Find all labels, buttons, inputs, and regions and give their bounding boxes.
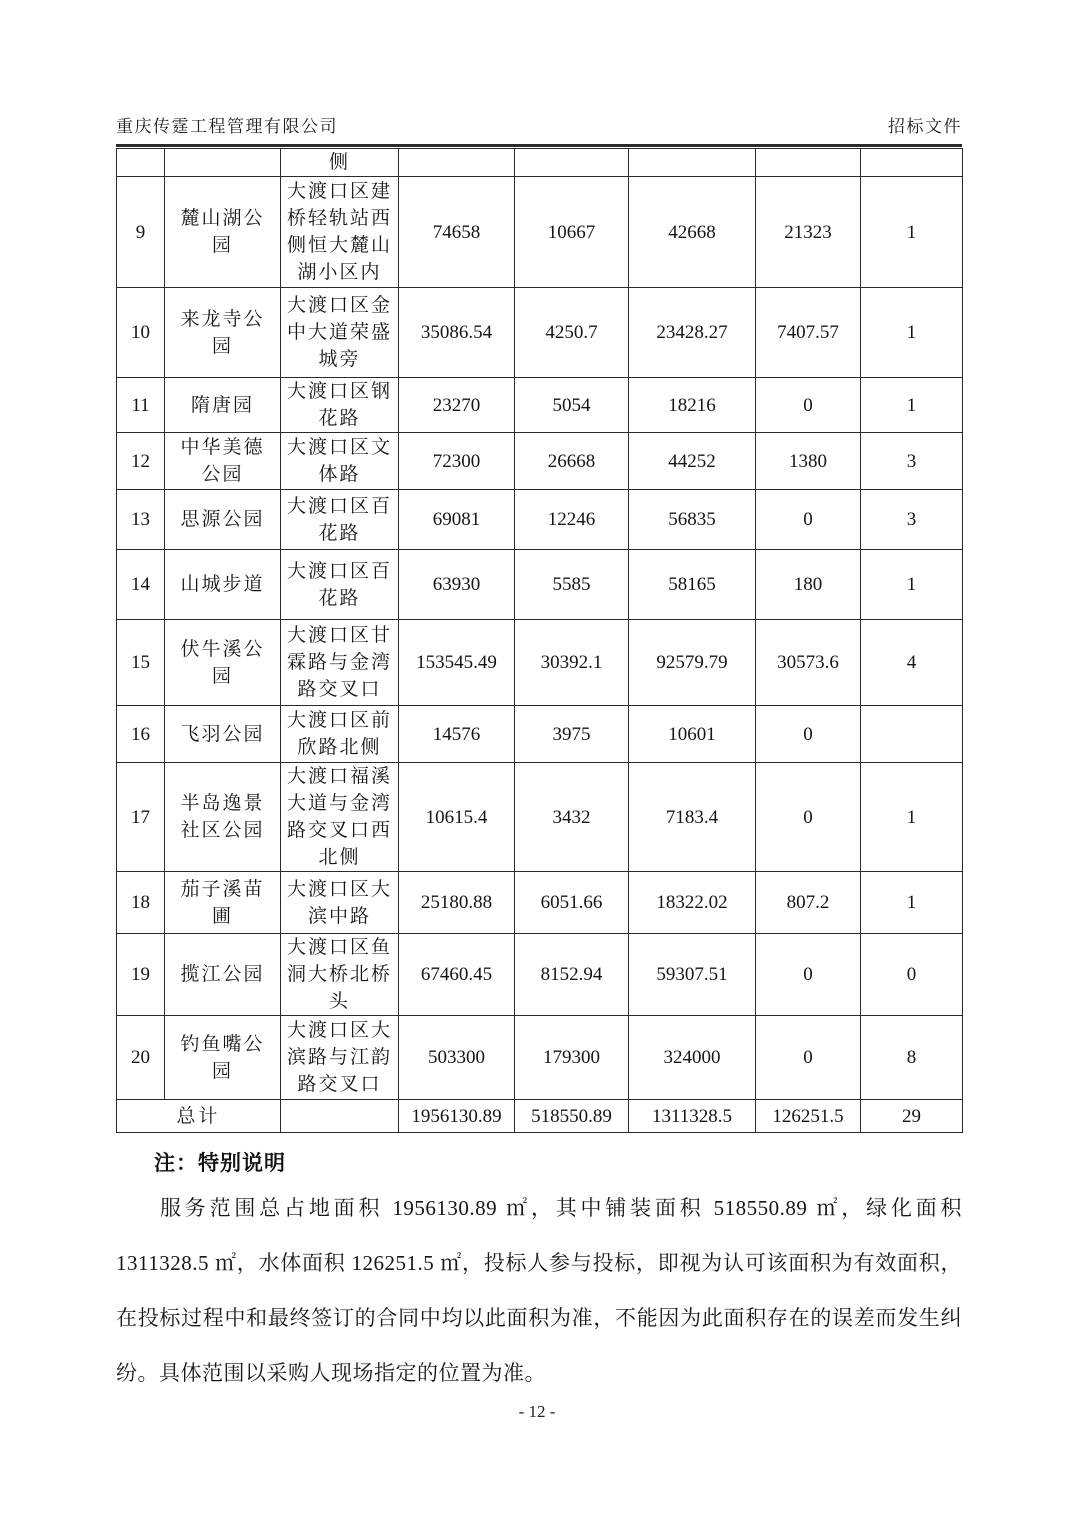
table-row-10 bbox=[117, 288, 963, 378]
cell-name: 来龙寺公园 bbox=[165, 288, 281, 378]
total-water-cell: 126251.5 bbox=[756, 1100, 861, 1133]
cell-count: 0 bbox=[861, 934, 963, 1016]
cell-water-area: 0 bbox=[756, 490, 861, 550]
cell-paved-area: 5585 bbox=[515, 550, 629, 620]
cell-no-empty bbox=[117, 149, 165, 177]
cell-water-area: 807.2 bbox=[756, 872, 861, 934]
cell-name: 隋唐园 bbox=[165, 378, 281, 433]
cell-no: 11 bbox=[117, 378, 165, 433]
cell-green-area: 324000 bbox=[629, 1016, 756, 1100]
cell-count: 8 bbox=[861, 1016, 963, 1100]
cell-water-area: 0 bbox=[756, 1016, 861, 1100]
cell-name: 中华美德公园 bbox=[165, 433, 281, 490]
cell-green-area: 18322.02 bbox=[629, 872, 756, 934]
cell-name: 思源公园 bbox=[165, 490, 281, 550]
cell-paved-area: 10667 bbox=[515, 177, 629, 288]
total-location-cell bbox=[281, 1100, 399, 1133]
cell-name: 钓鱼嘴公园 bbox=[165, 1016, 281, 1100]
cell-count bbox=[861, 706, 963, 763]
cell-green-area: 42668 bbox=[629, 177, 756, 288]
table-row-13 bbox=[117, 490, 963, 550]
cell-location-fragment bbox=[281, 149, 399, 177]
cell-no: 10 bbox=[117, 288, 165, 378]
cell-total-area: 25180.88 bbox=[399, 872, 515, 934]
cell-green-area: 10601 bbox=[629, 706, 756, 763]
cell-no: 17 bbox=[117, 763, 165, 872]
table-row-19 bbox=[117, 934, 963, 1016]
cell-count: 1 bbox=[861, 550, 963, 620]
cell-name: 伏牛溪公园 bbox=[165, 620, 281, 706]
table-row-11 bbox=[117, 378, 963, 433]
cell-paved-area: 3432 bbox=[515, 763, 629, 872]
cell-paved-area-empty bbox=[515, 149, 629, 177]
header-rule bbox=[116, 144, 962, 147]
cell-count: 4 bbox=[861, 620, 963, 706]
page-header bbox=[116, 0, 962, 137]
cell-water-area-empty bbox=[756, 149, 861, 177]
cell-paved-area: 5054 bbox=[515, 378, 629, 433]
cell-count: 1 bbox=[861, 872, 963, 934]
cell-water-area: 0 bbox=[756, 934, 861, 1016]
note-paragraph: 服务范围总占地面积 1956130.89 ㎡，其中铺装面积 518550.89 ㎡，绿化面积 1311328.5 ㎡，水体面积 126251.5 ㎡，投标人参与投标，即视为认可该面积为有效面积，在投标过程中和最终签订的合同中均以此面积为准，不能因为此面积存在的误差而发生纠纷。具体范围以采购人现场指定的位置为准。 bbox=[116, 1196, 962, 1385]
table-row-9 bbox=[117, 177, 963, 288]
table-row-14 bbox=[117, 550, 963, 620]
cell-green-area: 44252 bbox=[629, 433, 756, 490]
cell-no: 19 bbox=[117, 934, 165, 1016]
cell-count: 3 bbox=[861, 433, 963, 490]
cell-location: 大渡口区钢花路 bbox=[281, 378, 399, 433]
cell-total-area: 503300 bbox=[399, 1016, 515, 1100]
table-row-17 bbox=[117, 763, 963, 872]
cell-paved-area: 179300 bbox=[515, 1016, 629, 1100]
parks-table bbox=[116, 148, 963, 1133]
location-fragment-text: 侧 bbox=[328, 152, 350, 173]
cell-water-area: 180 bbox=[756, 550, 861, 620]
cell-count: 1 bbox=[861, 763, 963, 872]
cell-name: 山城步道 bbox=[165, 550, 281, 620]
cell-green-area: 59307.51 bbox=[629, 934, 756, 1016]
cell-total-area-empty bbox=[399, 149, 515, 177]
cell-no: 15 bbox=[117, 620, 165, 706]
note-title: 注：特别说明 bbox=[154, 1151, 286, 1175]
cell-paved-area: 26668 bbox=[515, 433, 629, 490]
table-row-20 bbox=[117, 1016, 963, 1100]
cell-water-area: 1380 bbox=[756, 433, 861, 490]
page-number: - 12 - bbox=[518, 1402, 556, 1421]
total-green-cell: 1311328.5 bbox=[629, 1100, 756, 1133]
cell-total-area: 153545.49 bbox=[399, 620, 515, 706]
cell-total-area: 35086.54 bbox=[399, 288, 515, 378]
cell-location: 大渡口区鱼洞大桥北桥头 bbox=[281, 934, 399, 1016]
cell-count: 1 bbox=[861, 378, 963, 433]
table-row-16 bbox=[117, 706, 963, 763]
table-row-12 bbox=[117, 433, 963, 490]
cell-no: 14 bbox=[117, 550, 165, 620]
cell-count: 1 bbox=[861, 177, 963, 288]
cell-total-area: 69081 bbox=[399, 490, 515, 550]
cell-paved-area: 12246 bbox=[515, 490, 629, 550]
cell-no: 20 bbox=[117, 1016, 165, 1100]
cell-count-empty bbox=[861, 149, 963, 177]
cell-location: 大渡口区甘霖路与金湾路交叉口 bbox=[281, 620, 399, 706]
total-label-cell: 总计 bbox=[117, 1100, 281, 1133]
cell-location: 大渡口福溪大道与金湾路交叉口西北侧 bbox=[281, 763, 399, 872]
cell-name: 揽江公园 bbox=[165, 934, 281, 1016]
table-total-row bbox=[117, 1100, 963, 1133]
cell-no: 18 bbox=[117, 872, 165, 934]
cell-water-area: 30573.6 bbox=[756, 620, 861, 706]
cell-name: 半岛逸景社区公园 bbox=[165, 763, 281, 872]
cell-green-area: 7183.4 bbox=[629, 763, 756, 872]
cell-water-area: 0 bbox=[756, 378, 861, 433]
cell-location: 大渡口区百花路 bbox=[281, 490, 399, 550]
cell-name: 麓山湖公园 bbox=[165, 177, 281, 288]
cell-no: 16 bbox=[117, 706, 165, 763]
cell-paved-area: 4250.7 bbox=[515, 288, 629, 378]
cell-total-area: 14576 bbox=[399, 706, 515, 763]
cell-water-area: 21323 bbox=[756, 177, 861, 288]
cell-green-area-empty bbox=[629, 149, 756, 177]
cell-location: 大渡口区文体路 bbox=[281, 433, 399, 490]
table-row-15 bbox=[117, 620, 963, 706]
header-company: 重庆传霆工程管理有限公司 bbox=[116, 117, 338, 136]
header-doc-type: 招标文件 bbox=[888, 117, 962, 136]
total-count-cell: 29 bbox=[861, 1100, 963, 1133]
cell-water-area: 0 bbox=[756, 706, 861, 763]
cell-name-empty bbox=[165, 149, 281, 177]
cell-count: 3 bbox=[861, 490, 963, 550]
total-area-cell: 1956130.89 bbox=[399, 1100, 515, 1133]
cell-location: 大渡口区前欣路北侧 bbox=[281, 706, 399, 763]
cell-paved-area: 3975 bbox=[515, 706, 629, 763]
table-row-18 bbox=[117, 872, 963, 934]
cell-no: 12 bbox=[117, 433, 165, 490]
cell-paved-area: 8152.94 bbox=[515, 934, 629, 1016]
cell-green-area: 56835 bbox=[629, 490, 756, 550]
cell-name: 飞羽公园 bbox=[165, 706, 281, 763]
cell-paved-area: 6051.66 bbox=[515, 872, 629, 934]
cell-location: 大渡口区大滨中路 bbox=[281, 872, 399, 934]
cell-water-area: 7407.57 bbox=[756, 288, 861, 378]
cell-location: 大渡口区大滨路与江韵路交叉口 bbox=[281, 1016, 399, 1100]
cell-water-area: 0 bbox=[756, 763, 861, 872]
parks-table-body bbox=[117, 149, 963, 1133]
cell-total-area: 23270 bbox=[399, 378, 515, 433]
total-paved-cell: 518550.89 bbox=[515, 1100, 629, 1133]
cell-green-area: 58165 bbox=[629, 550, 756, 620]
cell-name: 茄子溪苗圃 bbox=[165, 872, 281, 934]
cell-green-area: 23428.27 bbox=[629, 288, 756, 378]
cell-location: 大渡口区金中大道荣盛城旁 bbox=[281, 288, 399, 378]
cell-total-area: 63930 bbox=[399, 550, 515, 620]
cell-location: 大渡口区百花路 bbox=[281, 550, 399, 620]
cell-green-area: 92579.79 bbox=[629, 620, 756, 706]
page-footer bbox=[0, 1402, 1074, 1422]
cell-no: 13 bbox=[117, 490, 165, 550]
table-carryover-row bbox=[117, 149, 963, 177]
cell-paved-area: 30392.1 bbox=[515, 620, 629, 706]
cell-total-area: 72300 bbox=[399, 433, 515, 490]
cell-total-area: 67460.45 bbox=[399, 934, 515, 1016]
content-area bbox=[116, 0, 962, 1401]
cell-green-area: 18216 bbox=[629, 378, 756, 433]
cell-count: 1 bbox=[861, 288, 963, 378]
cell-no: 9 bbox=[117, 177, 165, 288]
cell-total-area: 74658 bbox=[399, 177, 515, 288]
cell-location: 大渡口区建桥轻轨站西侧恒大麓山湖小区内 bbox=[281, 177, 399, 288]
cell-total-area: 10615.4 bbox=[399, 763, 515, 872]
